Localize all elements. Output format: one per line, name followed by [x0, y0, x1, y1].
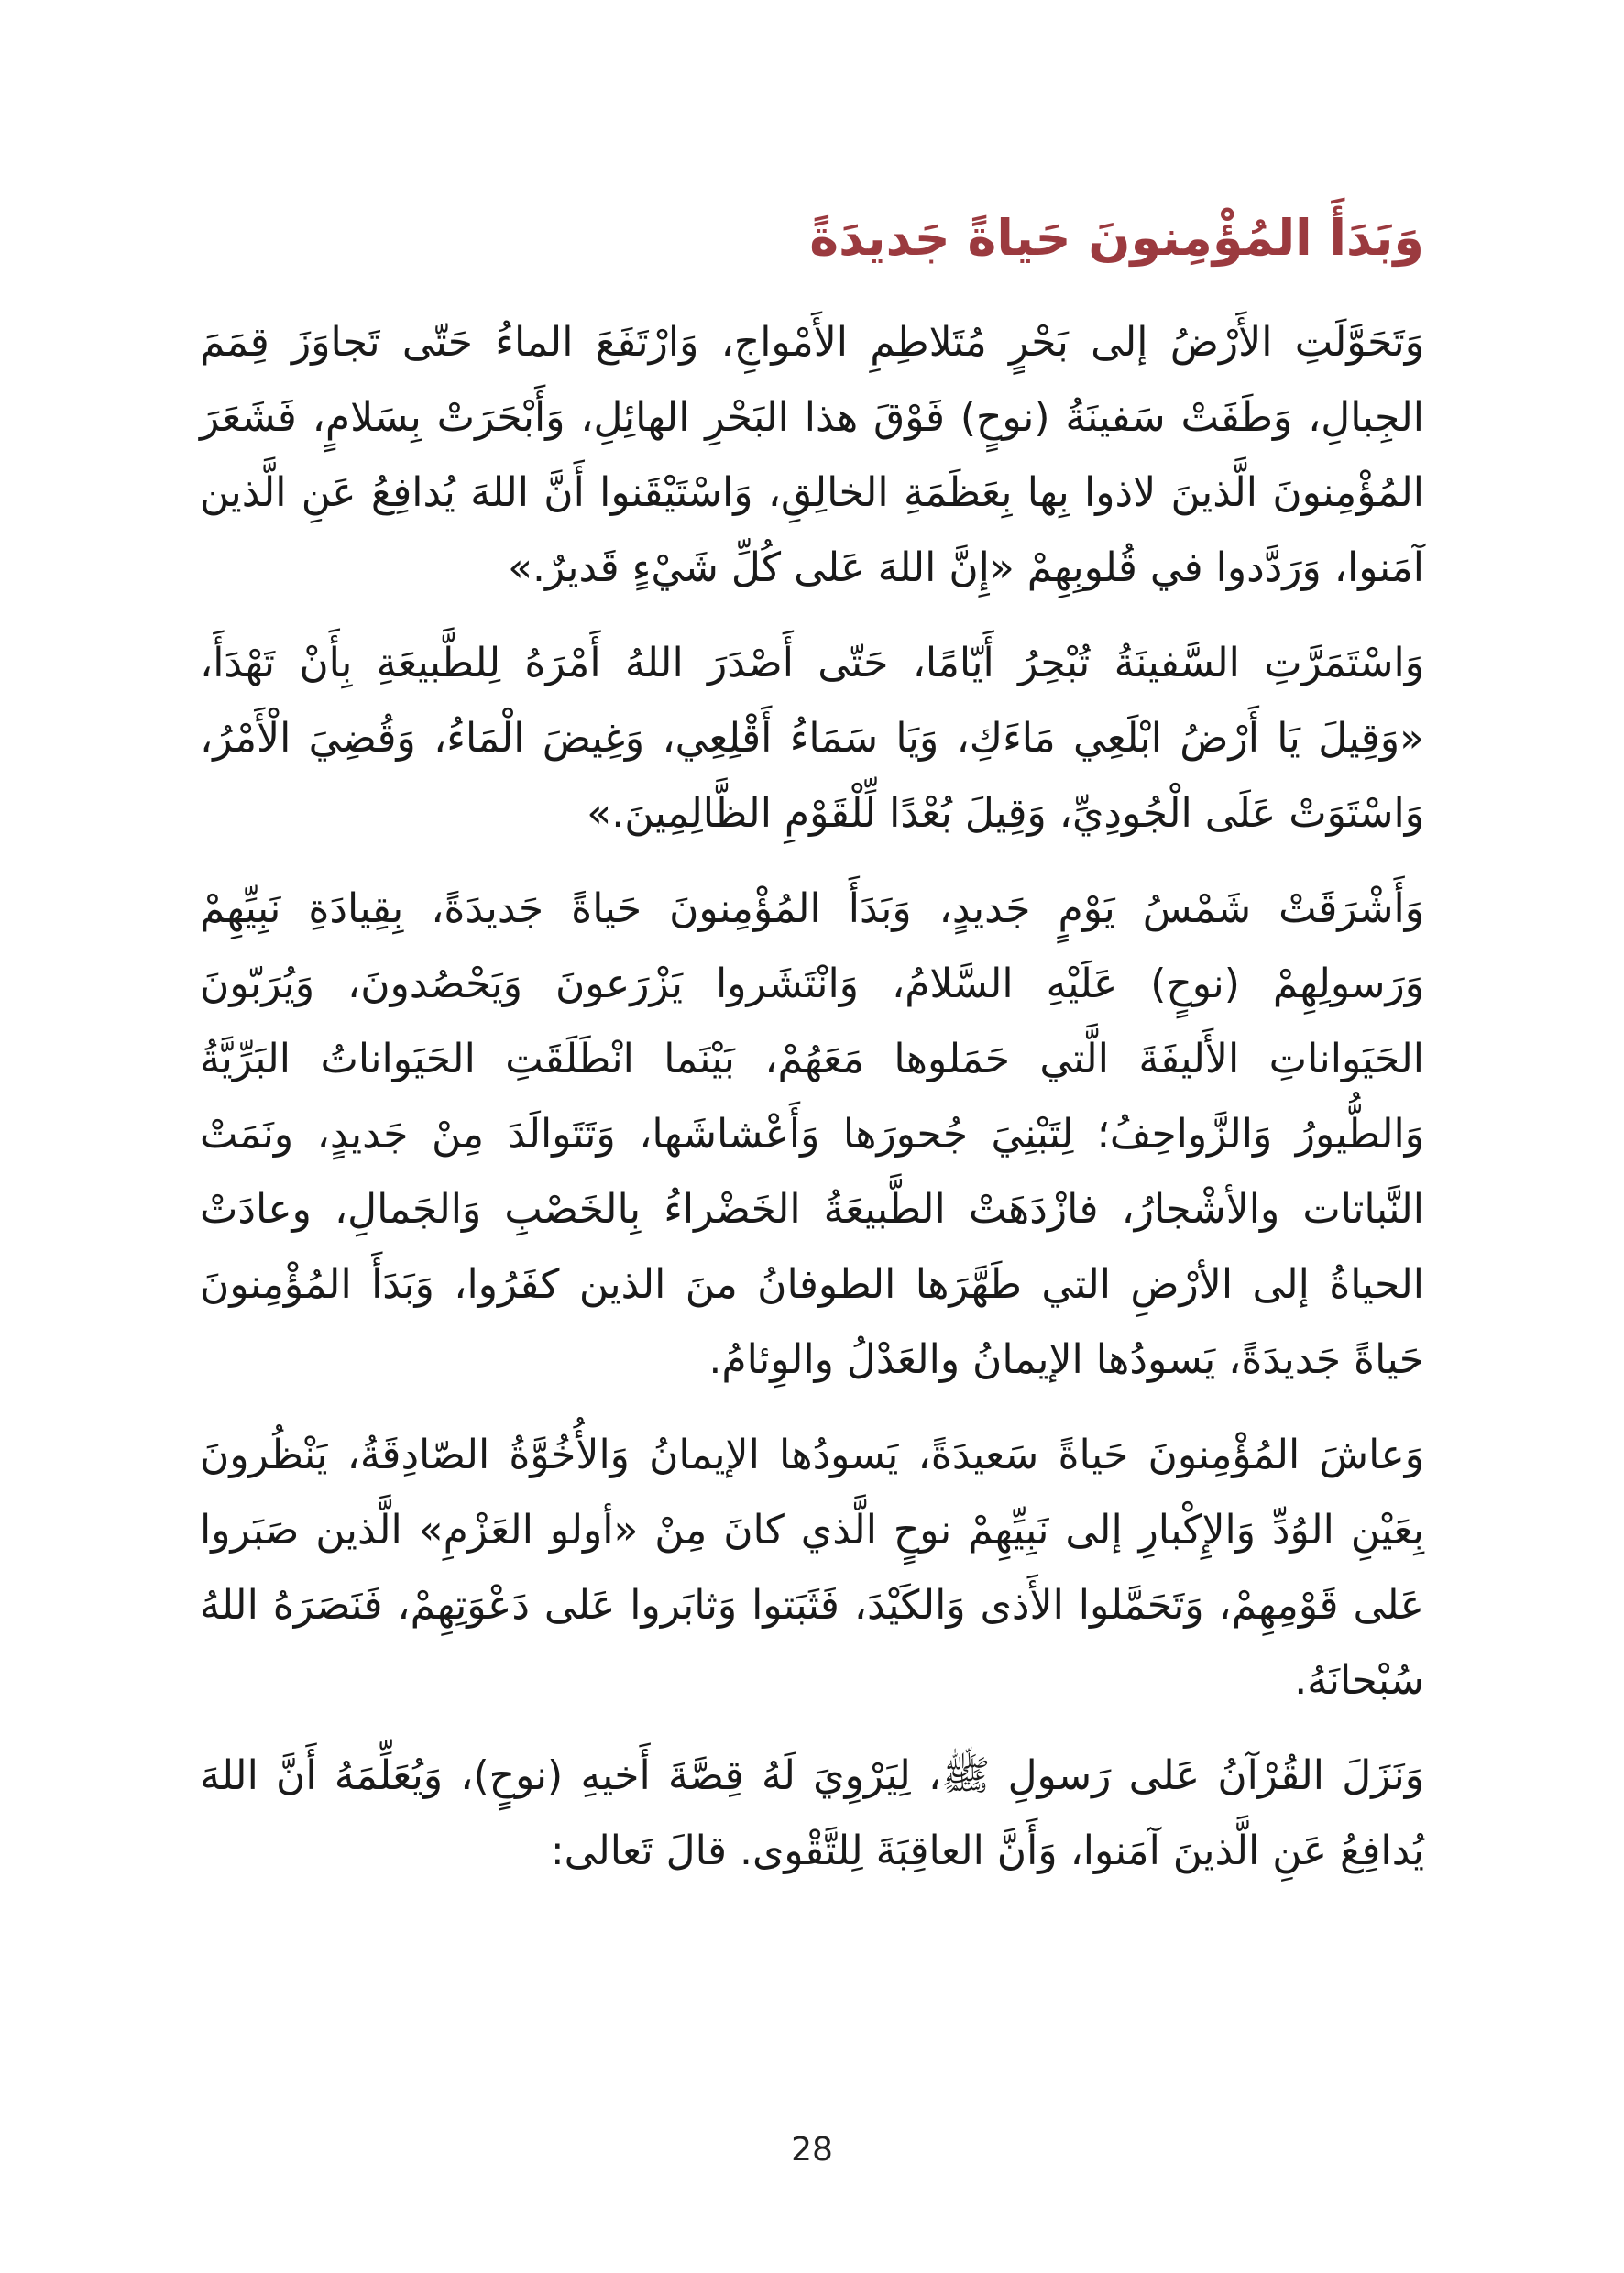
paragraph-4: وَعاشَ المُؤْمِنونَ حَياةً سَعيدَةً، يَسودُها الإيمانُ وَالأُخُوَّةُ الصّادِقَةُ، يَنْظُرونَ بِعَيْنِ الوُدِّ وَالإِكْبارِ إلى نَبِيِّهِمْ نوحٍ الَّذي كانَ مِنْ «أولو العَزْمِ» الَّذين صَبَروا عَلى قَوْمِهِمْ، وَتَحَمَّلوا الأَذى وَالكَيْدَ، فَثَبَتوا وَثابَروا عَلى دَعْوَتِهِمْ، فَنَصَرَهُ اللهُ سُبْحانَهُ.: [200, 1432, 1424, 1704]
paragraph-5: وَنَزَلَ القُرْآنُ عَلى رَسولِ ﷺ، لِيَرْوِيَ لَهُ قِصَّةَ أَخيهِ (نوحٍ)، وَيُعَلِّمَهُ أَنَّ اللهَ يُدافِعُ عَنِ الَّذينَ آمَنوا، وَأَنَّ العاقِبَةَ لِلتَّقْوى. قالَ تَعالى:: [200, 1752, 1424, 1874]
paragraph-1: وَتَحَوَّلَتِ الأَرْضُ إلى بَحْرٍ مُتَلاطِمِ الأَمْواجِ، وَارْتَفَعَ الماءُ حَتّى تَجاوَزَ قِمَمَ الجِبالِ، وَطَفَتْ سَفينَةُ (نوحٍ) فَوْقَ هذا البَحْرِ الهائِلِ، وَأَبْحَرَتْ بِسَلامٍ، فَشَعَرَ المُؤْمِنونَ الَّذينَ لاذوا بِها بِعَظَمَةِ الخالِقِ، وَاسْتَيْقَنوا أَنَّ اللهَ يُدافِعُ عَنِ الَّذين آمَنوا، وَرَدَّدوا في قُلوبِهِمْ «إِنَّ اللهَ عَلى كُلِّ شَيْءٍ قَديرٌ.»: [200, 319, 1424, 591]
section-heading: وَبَدَأَ المُؤْمِنونَ حَياةً جَديدَةً: [809, 209, 1424, 267]
page-number: 28: [791, 2131, 833, 2169]
paragraph-3: وَأَشْرَقَتْ شَمْسُ يَوْمٍ جَديدٍ، وَبَدَأَ المُؤْمِنونَ حَياةً جَديدَةً، بِقِيادَةِ نَبِيِّهِمْ وَرَسولِهِمْ (نوحٍ) عَلَيْهِ السَّلامُ، وَانْتَشَروا يَزْرَعونَ وَيَحْصُدونَ، وَيُرَبّونَ الحَيَواناتِ الأَليفَةَ الَّتي حَمَلوها مَعَهُمْ، بَيْنَما انْطَلَقَتِ الحَيَواناتُ البَرِّيَّةُ وَالطُّيورُ وَالزَّواحِفُ؛ لِتَبْنِيَ جُحورَها وَأَعْشاشَها، وَتَتَوالَدَ مِنْ جَديدٍ، ونَمَتْ النَّباتات والأشْجارُ، فازْدَهَتْ الطَّبيعَةُ الخَضْراءُ بِالخَصْبِ وَالجَمالِ، وعادَتْ الحياةُ إلى الأرْضِ التي طَهَّرَها الطوفانُ منَ الذين كفَرُوا، وَبَدَأَ المُؤْمِنونَ حَياةً جَديدَةً، يَسودُها الإيمانُ والعَدْلُ والوِئامُ.: [200, 885, 1424, 1383]
page-content: [200, 197, 1424, 2076]
paragraph-2: وَاسْتَمَرَّتِ السَّفينَةُ تُبْحِرُ أَيّامًا، حَتّى أَصْدَرَ اللهُ أَمْرَهُ لِلطَّبيعَةِ بِأَنْ تَهْدَأَ، «وَقِيلَ يَا أَرْضُ ابْلَعِي مَاءَكِ، وَيَا سَمَاءُ أَقْلِعِي، وَغِيضَ الْمَاءُ، وَقُضِيَ الْأَمْرُ، وَاسْتَوَتْ عَلَى الْجُودِيِّ، وَقِيلَ بُعْدًا لِّلْقَوْمِ الظَّالِمِينَ.»: [200, 640, 1424, 837]
